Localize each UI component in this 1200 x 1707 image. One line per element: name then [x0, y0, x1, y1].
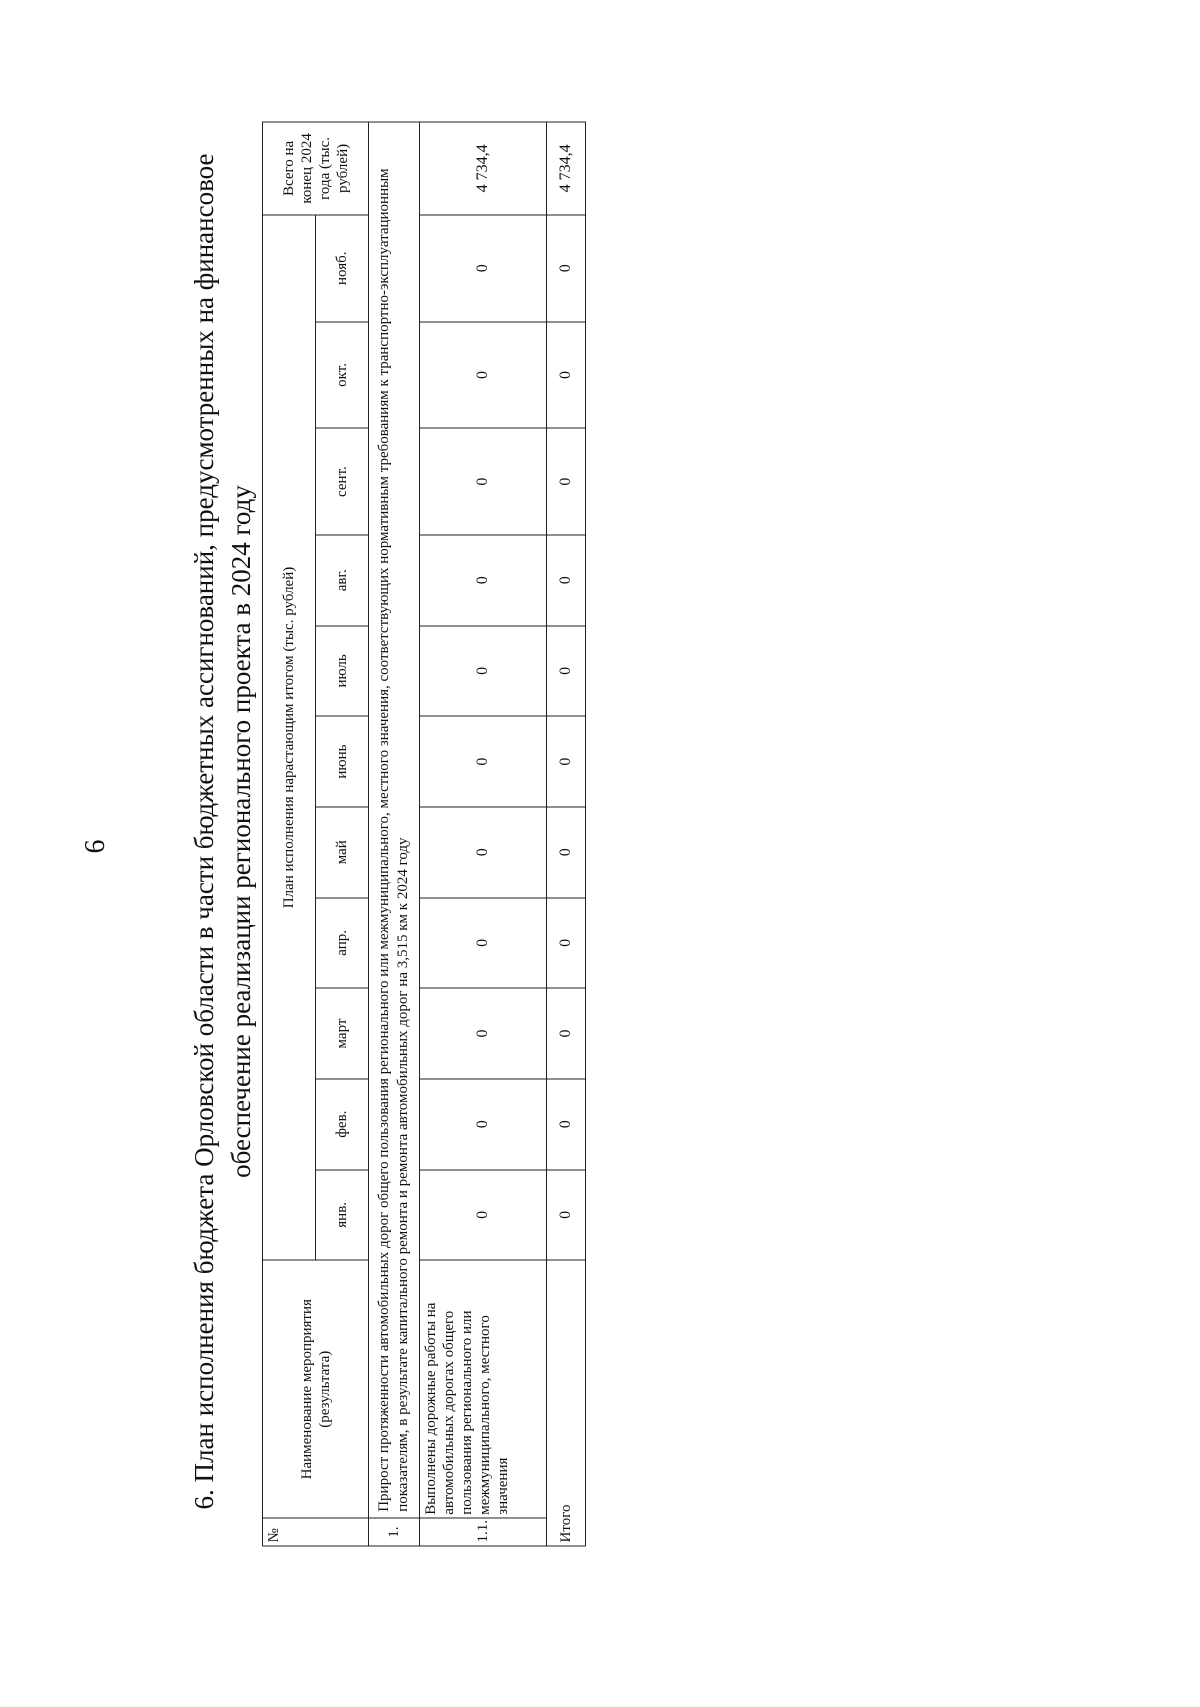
row-value: 0 [420, 1079, 547, 1170]
header-month: апр. [316, 898, 369, 989]
total-value: 0 [547, 1079, 586, 1170]
table-row [420, 122, 547, 1546]
row-name: Выполнены дорожные работы на автомобильных дорогах общего пользования регионального или межмуниципального, местного значения [420, 1260, 547, 1518]
row-value: 0 [420, 807, 547, 898]
page-number: 6 [80, 839, 111, 854]
budget-plan-table [262, 122, 586, 1547]
row-value: 0 [420, 898, 547, 989]
header-month: нояб. [316, 215, 369, 322]
title-line-2: обеспечение реализации регионального проекта в 2024 году [226, 485, 256, 1178]
header-month: июнь [316, 716, 369, 807]
row-value: 0 [420, 428, 547, 535]
row-value: 0 [420, 716, 547, 807]
header-month: март [316, 988, 369, 1079]
header-total: Всего на конец 2024 года (тыс. рублей) [263, 122, 369, 215]
section-row [369, 122, 420, 1546]
row-value: 0 [420, 988, 547, 1079]
header-month: сент. [316, 428, 369, 535]
total-value: 0 [547, 428, 586, 535]
total-value: 0 [547, 215, 586, 322]
total-value: 0 [547, 626, 586, 717]
row-value: 0 [420, 1170, 547, 1261]
total-value: 0 [547, 807, 586, 898]
header-month: авг. [316, 535, 369, 626]
header-month: июль [316, 626, 369, 717]
row-total: 4 734,4 [420, 122, 547, 215]
header-month: фев. [316, 1079, 369, 1170]
row-number: 1.1. [420, 1518, 547, 1546]
header-month: май [316, 807, 369, 898]
title-line-1: 6. План исполнения бюджета Орловской области в части бюджетных ассигнований, предусмотренных на финансовое [189, 153, 219, 1510]
section-number: 1. [369, 1518, 420, 1546]
document-title [186, 107, 260, 1557]
total-label: Итого [547, 1260, 586, 1546]
row-value: 0 [420, 322, 547, 429]
row-value: 0 [420, 626, 547, 717]
total-value: 0 [547, 535, 586, 626]
row-value: 0 [420, 535, 547, 626]
header-month: окт. [316, 322, 369, 429]
header-number: № [263, 1518, 369, 1546]
section-text: Прирост протяженности автомобильных дорог общего пользования регионального или межмуниципального, местного значения, соответствующих нормативным требованиям к транспортно-эксплуатационным показателям, в результате капитального ремонта и ремонта автомобильных дорог на 3,515 км к 2024 году [369, 122, 420, 1518]
total-value: 0 [547, 322, 586, 429]
total-value: 0 [547, 1170, 586, 1261]
row-value: 0 [420, 215, 547, 322]
total-value: 0 [547, 988, 586, 1079]
header-plan-group: План исполнения нарастающим итогом (тыс. рублей) [263, 215, 316, 1260]
total-row [547, 122, 586, 1546]
header-month: янв. [316, 1170, 369, 1261]
total-value: 0 [547, 716, 586, 807]
total-value: 0 [547, 898, 586, 989]
header-name: Наименование мероприятия (результата) [263, 1260, 369, 1518]
total-sum: 4 734,4 [547, 122, 586, 215]
